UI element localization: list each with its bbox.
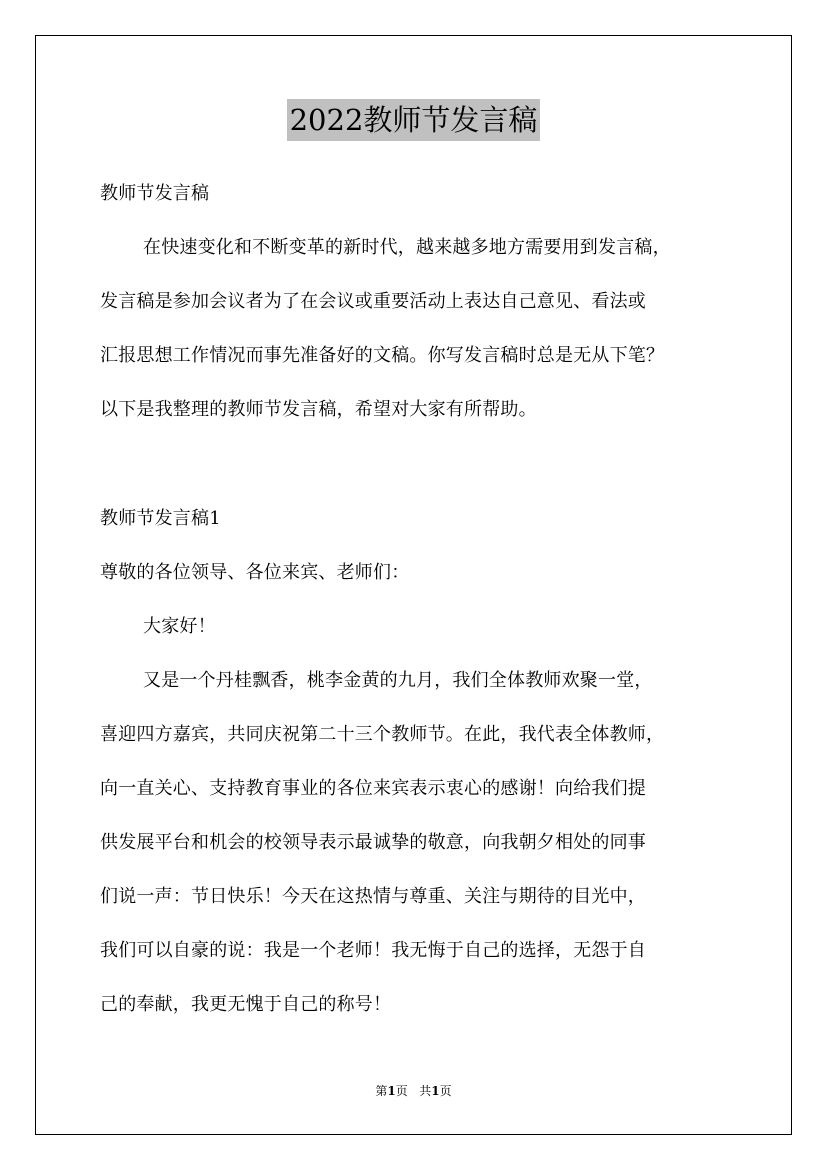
total-suffix: 页 [439,1084,452,1098]
body-line: 己的奉献，我更无愧于自己的称号！ [100,994,392,1015]
body-line: 供发展平台和机会的校领导表示最诚挚的敬意，向我朝夕相处的同事 [100,832,646,853]
page-number: 1 [387,1084,396,1098]
total-pages: 1 [431,1084,440,1098]
page-footer [0,1083,827,1099]
total-prefix: 共 [419,1084,432,1098]
subheading: 教师节发言稿 [100,183,210,204]
page-suffix: 页 [395,1084,408,1098]
salutation: 尊敬的各位领导、各位来宾、老师们： [100,562,410,583]
intro-line: 在快速变化和不断变革的新时代，越来越多地方需要用到发言稿， [143,237,671,258]
body-line: 向一直关心、支持教育事业的各位来宾表示衷心的感谢！向给我们提 [100,778,646,799]
greeting: 大家好！ [143,616,216,637]
intro-line: 发言稿是参加会议者为了在会议或重要活动上表达自己意见、看法或 [100,291,646,312]
intro-line: 以下是我整理的教师节发言稿，希望对大家有所帮助。 [100,399,537,420]
body-line: 喜迎四方嘉宾，共同庆祝第二十三个教师节。在此，我代表全体教师， [100,724,665,745]
body-line: 我们可以自豪的说：我是一个老师！我无悔于自己的选择，无怨于自 [100,940,646,961]
page-prefix: 第 [375,1084,388,1098]
intro-line: 汇报思想工作情况而事先准备好的文稿。你写发言稿时总是无从下笔？ [100,345,665,366]
section-heading: 教师节发言稿1 [100,508,221,529]
document-title: 2022教师节发言稿 [287,99,540,141]
body-line: 又是一个丹桂飘香，桃李金黄的九月，我们全体教师欢聚一堂， [143,670,653,691]
body-line: 们说一声：节日快乐！今天在这热情与尊重、关注与期待的目光中， [100,886,646,907]
